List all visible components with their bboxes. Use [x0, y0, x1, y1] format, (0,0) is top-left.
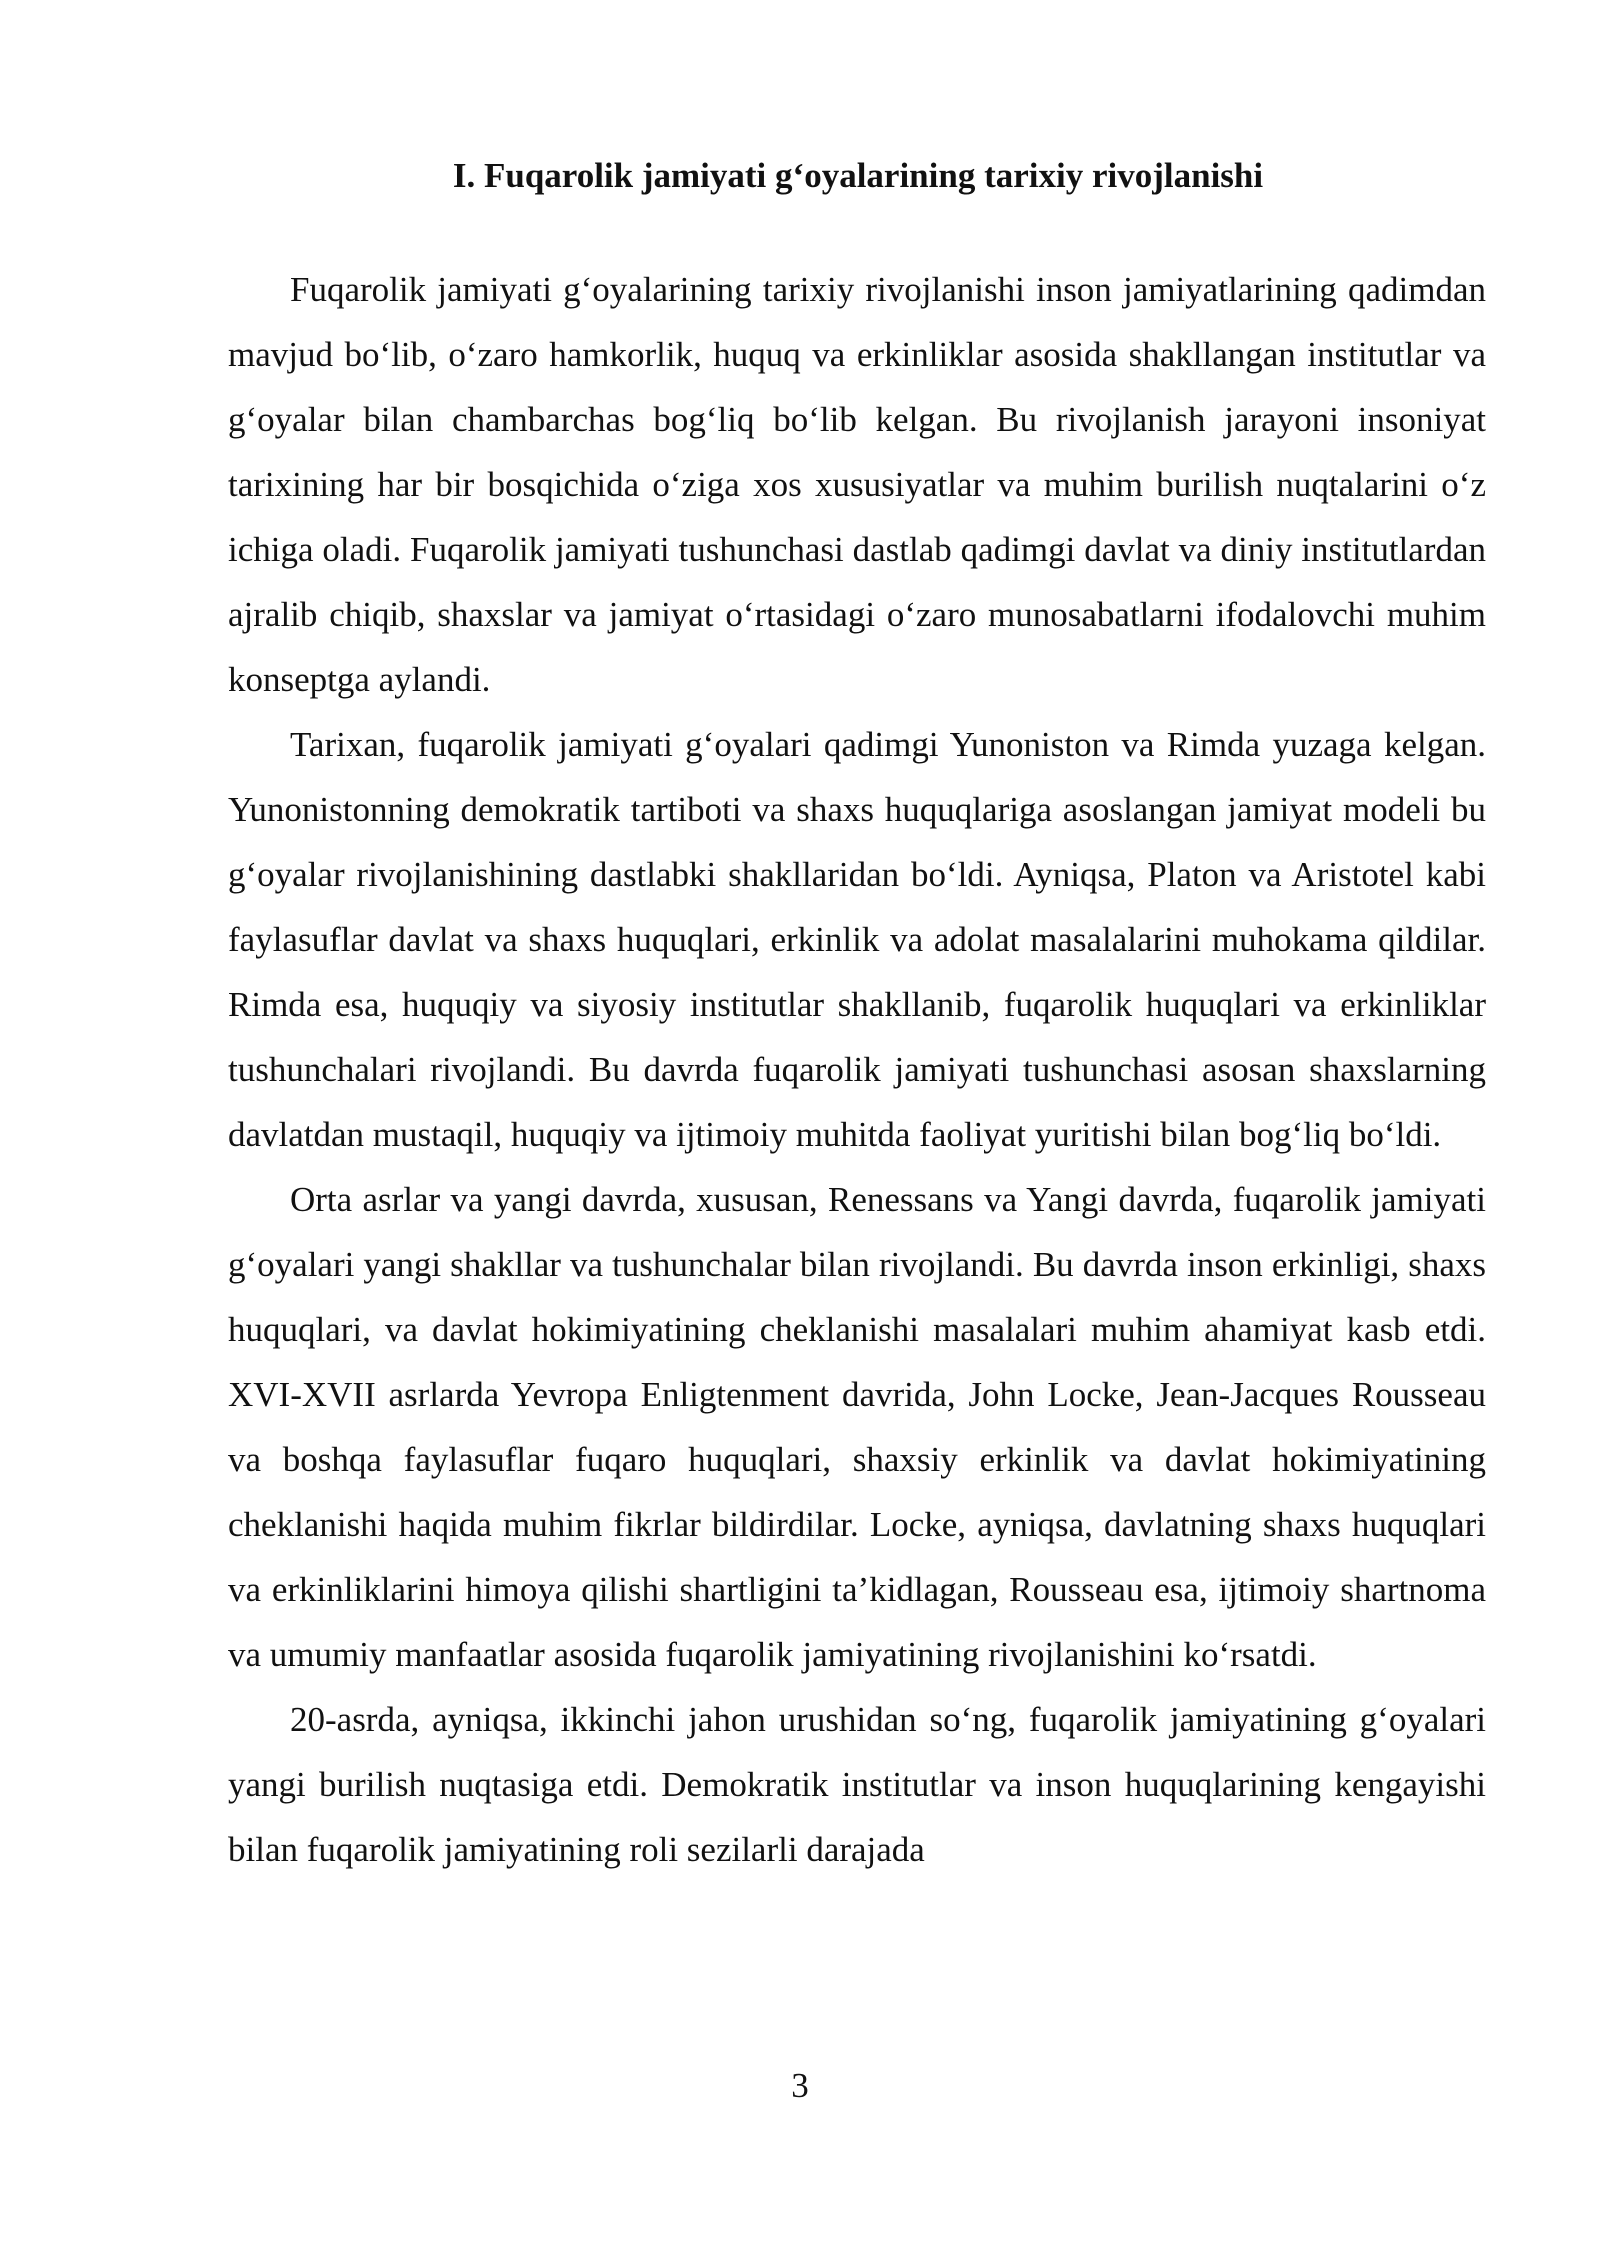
paragraph-2: Tarixan, fuqarolik jamiyati g‘oyalari qadimgi Yunoniston va Rimda yuzaga kelgan. Yunonistonning demokratik tartiboti va shaxs huquqlariga asoslangan jamiyat modeli bu g‘oyalar rivojlanishining dastlabki shakllaridan bo‘ldi. Ayniqsa, Platon va Aristotel kabi faylasuflar davlat va shaxs huquqlari, erkinlik va adolat masalalarini muhokama qildilar. Rimda esa, huquqiy va siyosiy institutlar shakllanib, fuqarolik huquqlari va erkinliklar tushunchalari rivojlandi. Bu davrda fuqarolik jamiyati tushunchasi asosan shaxslarning davlatdan mustaqil, huquqiy va ijtimoiy muhitda faoliyat yuritishi bilan bog‘liq bo‘ldi.: [228, 725, 1486, 1154]
paragraph-3: Orta asrlar va yangi davrda, xususan, Renessans va Yangi davrda, fuqarolik jamiyati g‘oyalari yangi shakllar va tushunchalar bilan rivojlandi. Bu davrda inson erkinligi, shaxs huquqlari, va davlat hokimiyatining cheklanishi masalalari muhim ahamiyat kasb etdi. XVI-XVII asrlarda Yevropa Enligtenment davrida, John Locke, Jean-Jacques Rousseau va boshqa faylasuflar fuqaro huquqlari, shaxsiy erkinlik va davlat hokimiyatining cheklanishi haqida muhim fikrlar bildirdilar. Locke, ayniqsa, davlatning shaxs huquqlari va erkinliklarini himoya qilishi shartligini ta’kidlagan, Rousseau esa, ijtimoiy shartnoma va umumiy manfaatlar asosida fuqarolik jamiyatining rivojlanishini ko‘rsatdi.: [228, 1180, 1486, 1674]
page-number: 3: [791, 2066, 809, 2105]
paragraph-1: Fuqarolik jamiyati g‘oyalarining tarixiy rivojlanishi inson jamiyatlarining qadimdan mavjud bo‘lib, o‘zaro hamkorlik, huquq va erkinliklar asosida shakllangan institutlar va g‘oyalar bilan chambarchas bog‘liq bo‘lib kelgan. Bu rivojlanish jarayoni insoniyat tarixining har bir bosqichida o‘ziga xos xususiyatlar va muhim burilish nuqtalarini o‘z ichiga oladi. Fuqarolik jamiyati tushunchasi dastlab qadimgi davlat va diniy institutlardan ajralib chiqib, shaxslar va jamiyat o‘rtasidagi o‘zaro munosabatlarni ifodalovchi muhim konseptga aylandi.: [228, 270, 1486, 699]
paragraph-4: 20-asrda, ayniqsa, ikkinchi jahon urushidan so‘ng, fuqarolik jamiyatining g‘oyalari yangi burilish nuqtasiga etdi. Demokratik institutlar va inson huquqlarining kengayishi bilan fuqarolik jamiyatining roli sezilarli darajada: [228, 1700, 1486, 1869]
section-heading: I. Fuqarolik jamiyati g‘oyalarining tarixiy rivojlanishi: [452, 156, 1264, 195]
body-text: [228, 257, 1486, 1882]
